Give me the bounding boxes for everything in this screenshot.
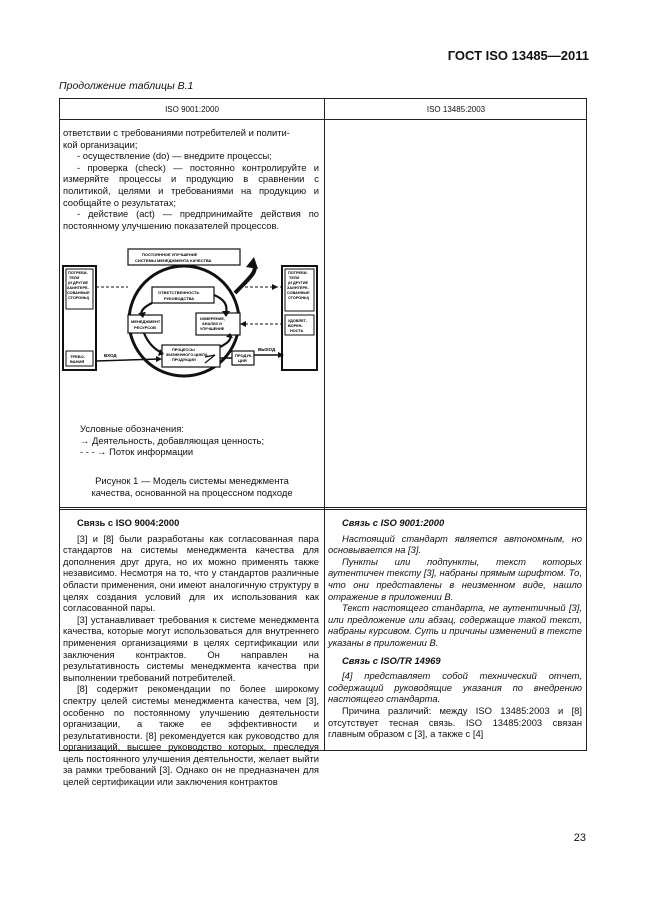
continual-improvement-label: ПОСТОЯННОЕ УЛУЧШЕНИЕ СИСТЕМЫ МЕНЕДЖМЕНТА КАЧЕСТВА (135, 252, 212, 263)
legend-title: Условные обозначения: (80, 423, 184, 434)
resource-management-label: МЕНЕДЖМЕНТ РЕСУРСОВ (131, 319, 161, 330)
paragraph: [8] содержит рекомендации по более широкому спектру целей системы менеджмента качества, чем [3], особенно по постоянному улучшению деятельности организации, а также ее эффективности и результативности. [8] рекомендуется как руководство для организаций, высшее руководство которых, преследуя цель постоянного улучшения деятельности, желает выйти за рамки требований [3]. Однако он не предназначен для целей сертификации или заключения контрактов (63, 683, 319, 788)
paragraph: Пункты или подпункты, текст которых аутентичен тексту [3], набраны прямым шрифтом. То, что они представлены в неизменном виде, нашло отражение в приложении В. (328, 555, 582, 602)
satisfaction-label: УДОВЛЕТ-ВОРЕН-НОСТЬ (288, 319, 308, 333)
text-line: - осуществление (do) — внедрите процессы; (77, 150, 272, 162)
column-header-left: ISO 9001:2000 (165, 105, 219, 114)
management-responsibility-label: ОТВЕТСТВЕННОСТЬ РУКОВОДСТВА (158, 290, 200, 301)
product-label: ПРОДУК-ЦИЯ (235, 353, 253, 363)
column-divider (324, 99, 325, 750)
text-line: - действие (act) — предпринимайте действия по постоянному улучшению показателей процессов. (63, 208, 319, 231)
row-divider (60, 507, 586, 510)
figure-caption: Рисунок 1 — Модель системы менеджмента качества, основанной на процессном подходе (91, 475, 293, 498)
bottom-right-cell (328, 517, 582, 740)
comparison-table (59, 98, 587, 788)
left-customers-label: ПОТРЕБИ-ТЕЛИ (И ДРУГИЕ ЗАИНТЕРЕ-СОВАННЫЕ СТОРОНЫ) (67, 271, 90, 300)
text-line: кой организации; (63, 138, 138, 150)
legend-item-value-adding: → Деятельность, добавляющая ценность; (80, 434, 265, 446)
paragraph: [3] устанавливает требования к системе менеджмента качества, которые могут использоваться для внутреннего применения организациями в целях сертификации или заключения контрактов. Он направлен на результативность системы менеджмента качества при выполнении требований потребителей. (63, 613, 319, 683)
paragraph: Настоящий стандарт является автономным, но основывается на [3]. (328, 532, 582, 556)
header-divider (60, 119, 586, 120)
paragraph: Причина различий: между ISO 13485:2003 и [8] отсутствует тесная связь. ISO 13485:2003 связан главным образом с [3], а также с [4] (328, 704, 582, 740)
measurement-analysis-label: ИЗМЕРЕНИЕ, АНАЛИЗ И УЛУЧШЕНИЕ (200, 317, 225, 331)
column-header-right: ISO 13485:2003 (426, 105, 486, 114)
legend-item-information-flow: - - - → Поток информации (80, 446, 194, 458)
figure-legend (80, 423, 264, 458)
text-line: - проверка (check) — постоянно контролируйте и измеряйте процессы и продукцию в сравнении с политикой, целями и требованиями на продукцию и сообщайте о результатах; (63, 161, 319, 208)
table-caption: Продолжение таблицы В.1 (59, 80, 194, 92)
paragraph: [3] и [8] были разработаны как согласованная пара стандартов на системы менеджмента качества для дополнения друг друга, но их можно применять также независимо. Несмотря на то, что у стандартов различные области применения, они имеют аналогичную структуру в целях создания условий для их использования как согласованной пары. (63, 532, 319, 614)
input-label: ВХОД (104, 353, 117, 358)
paragraph: [4] представляет собой технический отчет, содержащий руководящие указания по внедрению настоящего стандарта. (328, 670, 582, 705)
life-cycle-processes-label: ПРОЦЕССЫ ЖИЗНЕННОГО ЦИКЛА ПРОДУКЦИИ (166, 348, 208, 362)
bottom-left-cell (63, 517, 319, 788)
output-label: ВЫХОД (258, 347, 276, 352)
section-title: Связь с ISO 9004:2000 (77, 517, 180, 528)
page-number: 23 (573, 832, 586, 844)
paragraph: Текст настоящего стандарта, не аутентичный [3], или предложение или абзац, содержащие такой текст, набраны курсивом. Суть и причины изменений в тексте указаны в приложении В. (328, 602, 582, 648)
top-left-cell (63, 127, 319, 231)
requirements-label: ТРЕБО-ВАНИЯ (70, 354, 86, 364)
section-title: Связь с ISO/TR 14969 (342, 654, 441, 666)
process-model-diagram (60, 247, 322, 379)
section-title: Связь с ISO 9001:2000 (342, 517, 445, 528)
text-line: ответствии с требованиями потребителей и полити- (63, 127, 290, 138)
right-customers-label: ПОТРЕБИ-ТЕЛИ (И ДРУГИЕ ЗАИНТЕРЕ-СОВАННЫЕ СТОРОНЫ) (287, 271, 310, 300)
document-header: ГОСТ ISO 13485—2011 (447, 48, 589, 63)
